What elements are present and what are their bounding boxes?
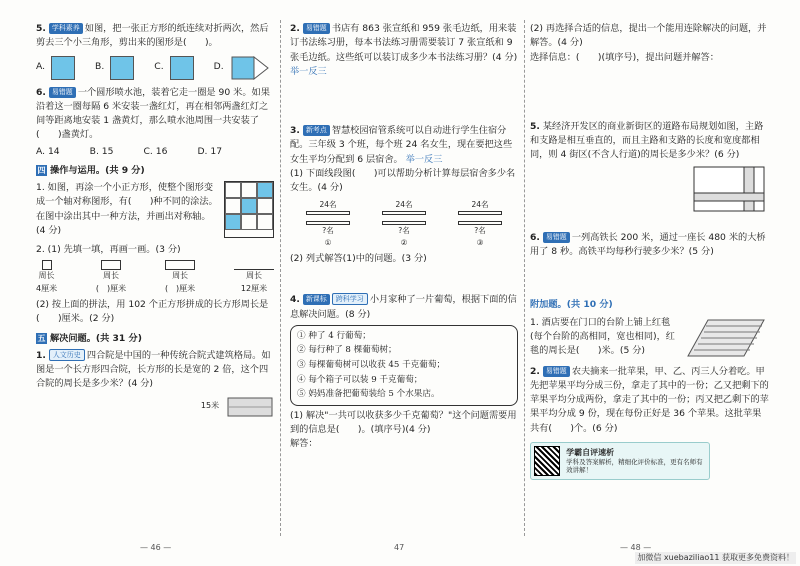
street-figure [530,163,770,226]
extra-1: 1. 酒店要在门口的台阶上铺上红毯(每个台阶的高相同，宽也相同)，红毯的周长是( )米。(5 分) [530,316,770,360]
section-header: 五 解决问题。(共 31 分) [37,332,142,344]
divider [280,20,281,536]
extra-section: 附加题。(共 10 分) [530,299,613,311]
segment-3: 24名 ?名 ③ [458,199,502,248]
question-4: 4. 新课标 跨科学习 小月家种了一片葡萄，根据下面的信息解决问题。(8 分) ① 种了 4 行葡萄； ② 每行种了 8 棵葡萄树； ③ 每棵葡萄树可以收获 45 千克葡萄； ④ 每个箱子可以装 9 千克葡萄； ⑤ 妈妈准备把葡萄装给 5 个水果店。 (1) 解决"一共可以收获多少千克葡萄？"这个问题需要用到的信息是( )。(填序号)(4 分) 解答： [290,294,517,450]
courtyard-figure: 15米 [36,394,274,418]
info-box: ① 种了 4 行葡萄； ② 每行种了 8 棵葡萄树； ③ 每棵葡萄树可以收获 45 千克葡萄； ④ 每个箱子可以装 9 千克葡萄； ⑤ 妈妈准备把葡萄装给 5 个水果店。 [290,325,518,406]
section-header: 四 操作与运用。(共 9 分) [37,164,145,176]
badge: 新课标 [303,294,330,305]
problem-1: 1. 人文历史 四合院是中国的一种传统合院式建筑格局。如图是一个长方形四合院，长方形的长是宽的 2 倍，这个四合院的周长是多少米？(4 分) 15米 [36,349,274,418]
badge: 新考点 [303,125,330,136]
qr-code-icon [534,446,560,476]
qr-banner[interactable]: 学霸自评速析 学科及答案解析，精细化评价标准，更有名师有效讲解！ [530,442,710,480]
column-right [530,22,770,480]
segment-2: 24名 ?名 ② [382,199,426,248]
segment-diagrams [290,199,518,248]
figure-a [51,56,75,80]
figure-d [230,55,270,81]
badge: 易错题 [303,23,330,34]
operation-1: 1. 如图，再涂一个小正方形，使整个图形变成一个轴对称图形，有( )种不同的涂法。在图中涂出其中一种方法，并画出对称轴。(4 分) [36,181,274,238]
badge: 易错题 [543,232,570,243]
question-5: 5. 学科素养 如图，把一张正方形的纸连续对折两次，然后剪去三个小三角形，剪出来的图形是( )。 A. B. C. D. [36,22,274,81]
link[interactable]: 举一反三 [290,65,327,77]
operation-2: 2. (1) 先填一填，再画一画。(3 分) 周长 4厘米 周长 ( )厘米 周长 ( )厘米 周长 12厘米 (2) 按上面的拼法，用 102 个正方形拼成的长方形周长是( )厘米。(2 分) [36,243,274,327]
question-2: 2. 易错题 书店有 863 张宣纸和 959 张毛边纸，用来装订书法练习册，每本书法练习册需要装订 7 张宣纸和 9 张毛边纸。这些纸可以装订成多少本书法练习册？(4 分) 举一反三 [290,23,518,77]
segment-1: 24名 ?名 ① [306,199,350,248]
badge: 学科素养 [49,23,83,34]
badge: 易错题 [543,366,570,377]
badge: 人文历史 [49,349,85,361]
page-number: — 48 — [620,542,652,552]
answer-figures: A. B. C. D. [36,55,274,81]
link[interactable]: 举一反三 [405,153,443,165]
extra-2: 2. 易错题 农夫摘来一批苹果，甲、乙、丙三人分着吃。甲先把苹果平均分成三份，拿走了其中的一份；乙又把剩下的苹果平均分成两份，拿走了其中的一份；丙又把乙剩下的苹果平均分成 9 份，现在每份正好是 36 个苹果。这批苹果共有( )个。(6 分) [530,365,769,434]
page-number: 47 [394,542,405,552]
choices: A. 14 B. 15 C. 16 D. 17 [36,145,223,157]
figure-c [170,56,194,80]
divider [524,20,525,536]
question-4-continued: (2) 再选择合适的信息，提出一个能用连除解决的问题，并解答。(4 分) 选择信息：( )(填序号)，提出问题并解答： [530,23,767,63]
page-number: — 46 — [140,542,172,552]
badge: 易错题 [49,87,76,98]
column-left [36,22,274,423]
perimeter-row: 周长 4厘米 周长 ( )厘米 周长 ( )厘米 周长 12厘米 [36,260,274,295]
badge: 跨科学习 [332,293,368,305]
question-5: 5. 某经济开发区的商业新街区的道路布局规划如图，主路和支路是相互垂直的，而且主路和支路的长度和宽度都相同，则 4 街区(不含人行道)的周长是多少米？(6 分) [530,120,770,226]
watermark: 加微信 xuebaziliao11 获取更多免费资料！ [635,552,796,564]
question-3: 3. 新考点 智慧校园宿管系统可以自动进行学生住宿分配。三年级 3 个班，每个班 24 名女生，现在要把这些女生平均分配到 6 层宿舍。 举一反三 (1) 下面线段图( )可以帮助分析计算每层宿舍多少名女生。(4 分) 24名 ?名 ① 24名 ?名 ② 24名 ?名 ③ (2) 列式解答(1)中的问题。(3 分) [290,124,518,266]
column-middle [290,22,518,457]
grid-figure [224,181,274,238]
stairs-figure [684,316,770,360]
question-6: 6. 易错题 一个圆形喷水池，装着它走一圈是 90 米。如果沿着这一圈每隔 6 米安装一盏红灯，再在相邻两盏红灯之间等距离地安装 1 盏黄灯，那么喷水池周围一共安装了( )盏黄灯。 A. 14 B. 15 C. 16 D. 17 [36,86,274,159]
figure-b [110,56,134,80]
question-6: 6. 易错题 一列高铁长 200 米，通过一座长 480 米的大桥用了 8 秒。高铁平均每秒行驶多少米？(5 分) [530,231,766,257]
